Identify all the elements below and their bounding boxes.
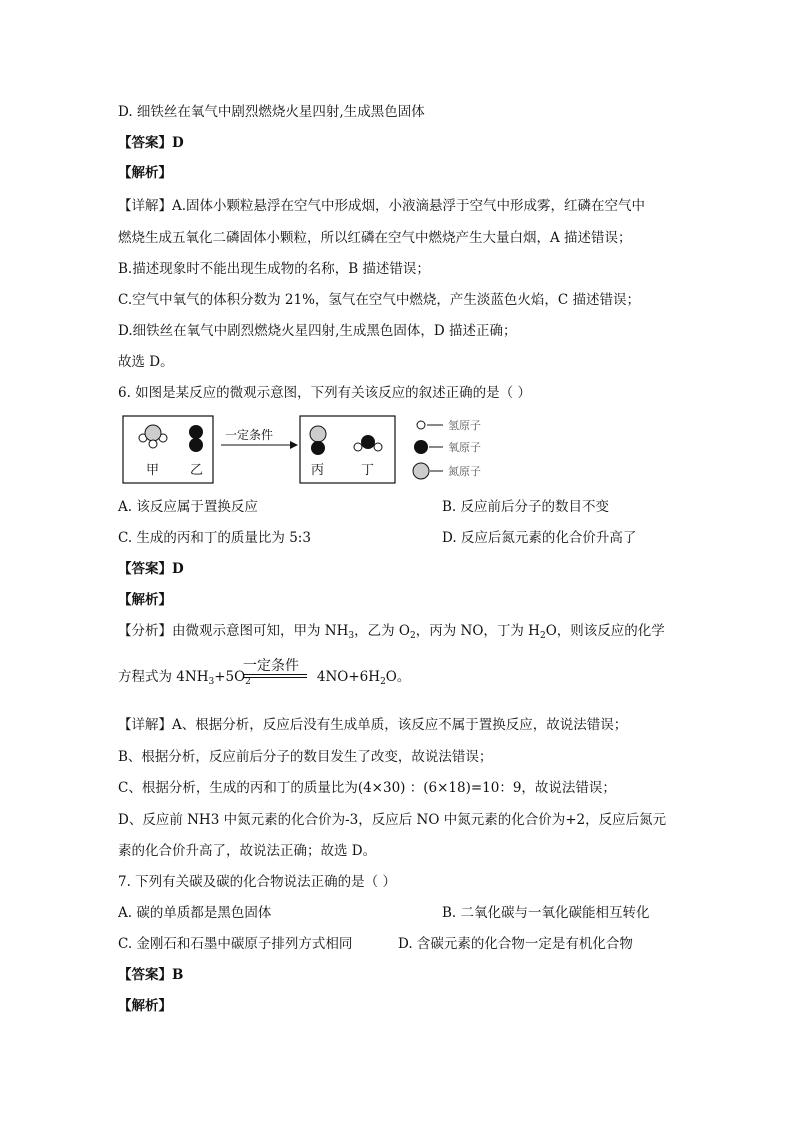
- label-ding: 丁: [361, 463, 375, 478]
- analysis-text: 【分析】由微观示意图可知，甲为 NH: [118, 623, 349, 639]
- equation-text: 4NO+6H: [316, 669, 381, 685]
- option-7a: A. 碳的单质都是黑色固体: [118, 905, 272, 921]
- equation-text: +5O: [214, 669, 246, 685]
- option-6a: A. 该反应属于置换反应: [118, 499, 258, 515]
- text-line: D. 细铁丝在氧气中剧烈燃烧火星四射,生成黑色固体: [118, 104, 425, 120]
- question-6: 6. 如图是某反应的微观示意图，下列有关该反应的叙述正确的是（ ）: [118, 385, 531, 401]
- subscript: 2: [380, 677, 386, 687]
- label-yi: 乙: [190, 463, 204, 478]
- arrow-head: [290, 441, 298, 449]
- answer-label: 【答案】B: [118, 967, 184, 983]
- text-line: C.空气中氧气的体积分数为 21%，氢气在空气中燃烧，产生淡蓝色火焰，C 描述错误；: [118, 292, 641, 308]
- label-bing: 丙: [311, 463, 325, 478]
- subscript: 3: [348, 631, 355, 641]
- subscript: 3: [208, 677, 215, 687]
- text-line: 【详解】A.固体小颗粒悬浮在空气中形成烟，小液滴悬浮于空气中形成雾，红磷在空气中: [118, 198, 646, 214]
- option-6d: D. 反应后氮元素的化合价升高了: [442, 530, 637, 546]
- oxygen-atom: [189, 438, 203, 452]
- label-jia: 甲: [146, 463, 160, 478]
- subscript: 2: [539, 631, 546, 641]
- option-7b: B. 二氧化碳与一氧化碳能相互转化: [442, 905, 650, 921]
- option-7c: C. 金刚石和石墨中碳原子排列方式相同: [118, 936, 353, 952]
- option-6b: B. 反应前后分子的数目不变: [442, 499, 610, 515]
- nitrogen-atom: [145, 425, 161, 441]
- equation-text: O。: [385, 669, 411, 685]
- hydrogen-atom: [374, 443, 382, 451]
- analysis-text: O，则该反应的化学: [545, 623, 665, 639]
- option-6c: C. 生成的丙和丁的质量比为 5:3: [118, 530, 311, 546]
- legend-nitrogen-icon: [413, 463, 429, 479]
- equation-condition: 一定条件: [243, 658, 299, 674]
- analysis-text: ，乙为 O: [354, 623, 410, 639]
- question-7: 7. 下列有关碳及碳的化合物说法正确的是（ ）: [118, 874, 396, 890]
- hydrogen-atom: [354, 443, 362, 451]
- oxygen-atom: [311, 441, 325, 455]
- detail-line: C、根据分析，生成的丙和丁的质量比为(4×30) ：(6×18)=10：9，故说法错误；: [118, 780, 616, 796]
- analysis-line: [118, 622, 665, 640]
- analysis-text: ，丙为 NO，丁为 H: [415, 623, 540, 639]
- detail-line: D、反应前 NH3 中氮元素的化合价为-3，反应后 NO 中氮元素的化合价为+2，反应后氮元: [118, 812, 667, 828]
- subscript: 2: [409, 631, 416, 641]
- text-line: B.描述现象时不能出现生成物的名称，B 描述错误；: [118, 261, 430, 277]
- analysis-label: 【解析】: [118, 165, 172, 181]
- text-line: 故选 D。: [118, 354, 174, 370]
- equation-text: 方程式为 4NH: [118, 669, 209, 685]
- analysis-label: 【解析】: [118, 998, 172, 1014]
- oxygen-atom: [361, 435, 375, 449]
- analysis-label: 【解析】: [118, 592, 172, 608]
- legend-oxygen: 氧原子: [448, 441, 481, 454]
- detail-line: 【详解】A、根据分析，反应后没有生成单质，该反应不属于置换反应，故说法错误；: [118, 717, 628, 733]
- oxygen-atom: [189, 425, 203, 439]
- arrow-condition: 一定条件: [225, 428, 274, 442]
- answer-label: 【答案】D: [118, 561, 184, 577]
- text-line: 燃烧生成五氧化二磷固体小颗粒，所以红磷在空气中燃烧产生大量白烟，A 描述错误；: [118, 230, 632, 246]
- detail-line: B、根据分析，反应前后分子的数目发生了改变，故说法错误；: [118, 749, 493, 765]
- equation-line: [118, 668, 410, 686]
- text-line: D.细铁丝在氧气中剧烈燃烧火星四射,生成黑色固体，D 描述正确；: [118, 323, 517, 339]
- answer-label: 【答案】D: [118, 135, 184, 151]
- subscript: 2: [245, 677, 251, 687]
- reaction-diagram: [118, 411, 498, 491]
- legend-nitrogen: 氮原子: [448, 465, 481, 478]
- nitrogen-atom: [310, 426, 326, 442]
- legend-hydrogen-icon: [417, 421, 425, 429]
- detail-line: 素的化合价升高了，故说法正确；故选 D。: [118, 843, 377, 859]
- legend-hydrogen: 氢原子: [448, 419, 481, 432]
- legend-oxygen-icon: [414, 440, 428, 454]
- hydrogen-atom: [149, 440, 157, 448]
- option-7d: D. 含碳元素的化合物一定是有机化合物: [398, 936, 633, 952]
